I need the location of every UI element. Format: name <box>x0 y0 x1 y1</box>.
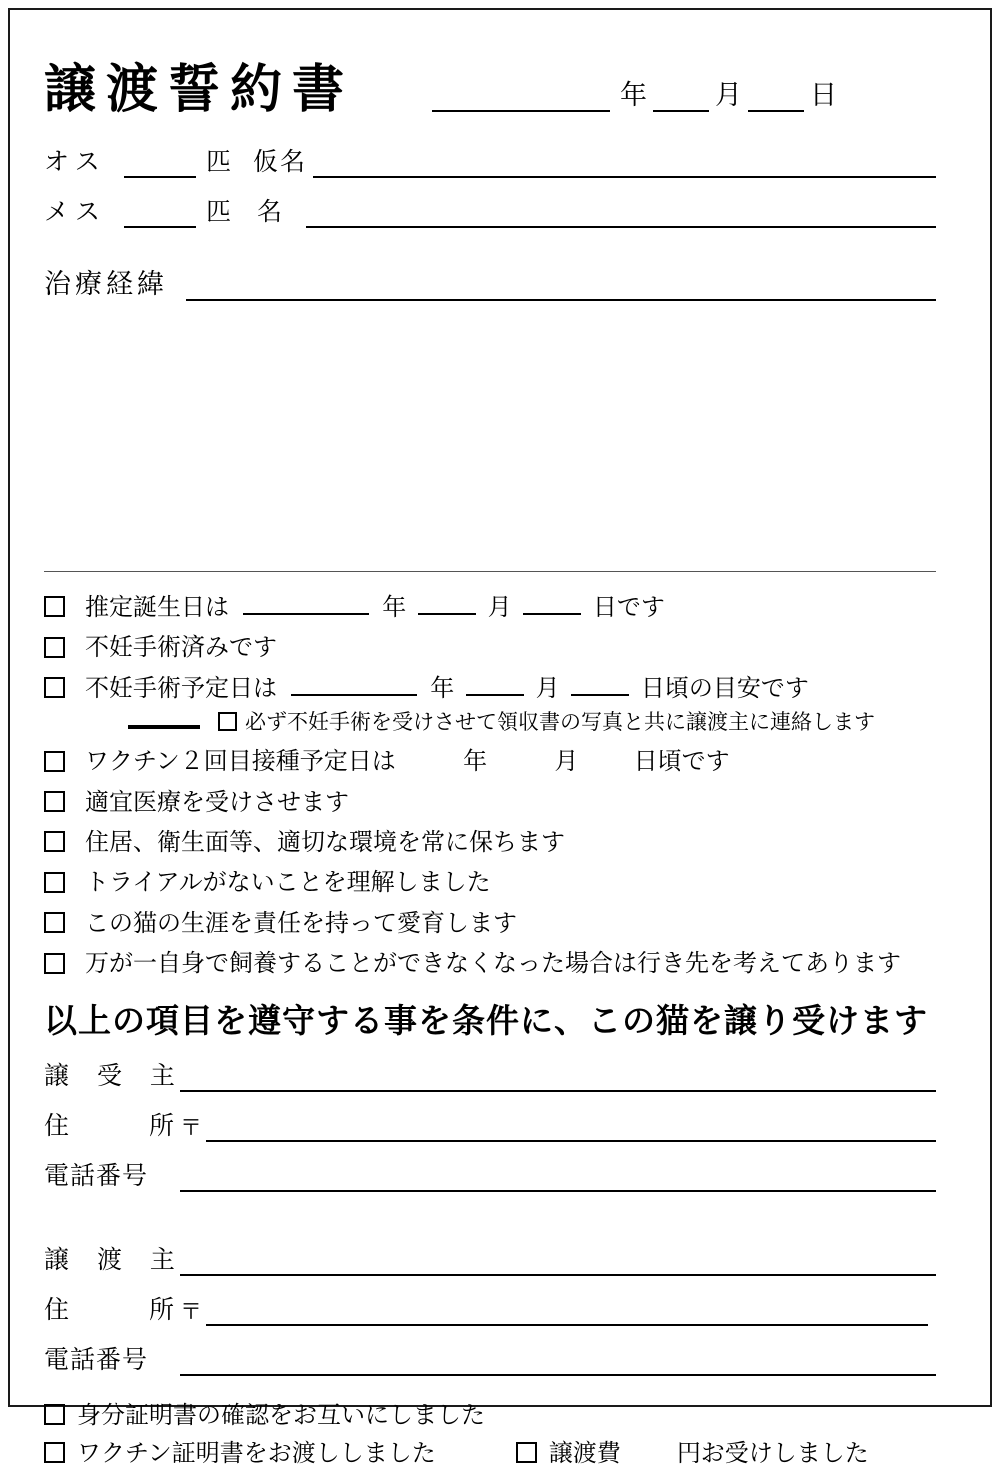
receiver-name-row <box>44 1056 936 1092</box>
female-count-input[interactable] <box>124 206 196 228</box>
estimated-birthday-text: 推定誕生日は <box>85 593 229 621</box>
checklist-item-spay-scheduled[interactable] <box>44 675 936 701</box>
estimated-birthday-year-input[interactable] <box>243 594 369 615</box>
checklist-item-lifetime-responsibility[interactable] <box>44 910 936 936</box>
treatment-history-label: 治療経緯 <box>44 269 168 300</box>
footer-item-label: ワクチン証明書をお渡ししました <box>77 1439 436 1467</box>
date-header <box>432 73 839 116</box>
estimated-birthday-day-unit: 日です <box>592 593 665 621</box>
checklist-item-hygiene-environment[interactable] <box>44 829 936 855</box>
vaccine-second-day-unit: 日頃です <box>633 747 730 776</box>
checklist-item-proper-medical-care[interactable] <box>44 789 936 815</box>
giver-name-input[interactable] <box>180 1254 936 1276</box>
checkbox-spay-receipt-promise[interactable] <box>218 712 237 731</box>
treatment-history-writing-area[interactable] <box>44 301 936 571</box>
giver-name-row <box>44 1240 936 1276</box>
checkbox-lifetime-responsibility[interactable] <box>44 912 65 933</box>
checkbox-id-confirmed[interactable] <box>44 1404 65 1425</box>
checkbox-proper-medical-care[interactable] <box>44 791 65 812</box>
receiver-phone-row <box>44 1156 936 1192</box>
day-unit-label: 日 <box>810 80 838 111</box>
giver-phone-input[interactable] <box>180 1354 936 1376</box>
treatment-history-row <box>44 262 936 301</box>
footer-checklist <box>44 1402 936 1467</box>
giver-address-input[interactable] <box>206 1304 928 1326</box>
giver-address-row <box>44 1290 936 1326</box>
receiver-phone-input[interactable] <box>180 1170 936 1192</box>
spay-scheduled-text: 不妊手術予定日は <box>85 673 277 702</box>
spay-scheduled-year-unit: 年 <box>430 673 455 702</box>
female-count-unit: 匹 <box>206 197 232 226</box>
agreement-statement: 以上の項目を遵守する事を条件に、この猫を譲り受けます <box>44 1000 928 1040</box>
receiver-name-input[interactable] <box>180 1070 936 1092</box>
giver-name-label: 譲 渡 主 <box>44 1244 185 1274</box>
page-title: 譲渡誓約書 <box>44 59 355 120</box>
male-count-row <box>44 142 936 178</box>
giver-phone-label: 電話番号 <box>44 1344 149 1374</box>
transfer-fee-label: 譲渡費 <box>548 1439 621 1467</box>
receiver-address-row <box>44 1106 936 1142</box>
male-label: オス <box>44 147 106 176</box>
year-unit-label: 年 <box>620 80 648 111</box>
name-input[interactable] <box>306 206 936 228</box>
checklist-item-spayed-done[interactable] <box>44 634 936 660</box>
transfer-fee-suffix-label: 円お受けしました <box>676 1439 869 1467</box>
checkbox-vaccine-cert-handed[interactable] <box>44 1442 65 1463</box>
checklist-item-label <box>85 594 665 620</box>
year-input[interactable] <box>432 88 610 112</box>
footer-item-id-confirmed[interactable] <box>44 1402 936 1428</box>
month-unit-label: 月 <box>715 80 743 111</box>
male-count-unit: 匹 <box>206 147 232 176</box>
section-divider <box>44 571 936 572</box>
checklist-item-no-trial-understood[interactable] <box>44 869 936 895</box>
document-content <box>44 30 936 1478</box>
checklist-item-estimated-birthday[interactable] <box>44 594 936 620</box>
postal-mark-icon: 〒 <box>180 1299 203 1325</box>
checkbox-hygiene-environment[interactable] <box>44 831 65 852</box>
month-input[interactable] <box>653 88 709 112</box>
receiver-address-input[interactable] <box>206 1120 936 1142</box>
estimated-birthday-month-input[interactable] <box>418 594 476 615</box>
checklist-item-spay-receipt-promise[interactable] <box>128 711 936 734</box>
checkbox-transfer-fee[interactable] <box>516 1442 537 1463</box>
treatment-history-input[interactable] <box>186 277 936 301</box>
giver-phone-row <box>44 1340 936 1376</box>
estimated-birthday-year-unit: 年 <box>382 593 407 621</box>
vaccine-second-text: ワクチン２回目接種予定日は <box>85 747 396 776</box>
receiver-name-label: 譲 受 主 <box>44 1060 185 1090</box>
checklist-item-label <box>85 675 809 701</box>
giver-block <box>44 1240 936 1376</box>
checklist <box>44 594 936 977</box>
checklist-item-label: 住居、衛生面等、適切な環境を常に保ちます <box>85 828 565 857</box>
spay-scheduled-day-unit: 日頃の目安です <box>640 673 809 702</box>
checkbox-spayed-done[interactable] <box>44 637 65 658</box>
checklist-item-label: トライアルがないことを理解しました <box>85 868 491 897</box>
checklist-item-label: 適宜医療を受けさせます <box>85 787 349 816</box>
vaccine-second-year-unit: 年 <box>463 747 488 776</box>
title-row <box>44 30 936 120</box>
checklist-item-vaccine-second[interactable] <box>44 748 936 774</box>
day-input[interactable] <box>748 88 804 112</box>
female-label: メス <box>44 197 107 226</box>
vaccine-second-month-unit: 月 <box>554 747 579 776</box>
checkbox-no-trial-understood[interactable] <box>44 872 65 893</box>
female-count-row <box>44 192 936 228</box>
temp-name-label: 仮名 <box>253 147 308 176</box>
estimated-birthday-month-unit: 月 <box>487 593 512 621</box>
receiver-phone-label: 電話番号 <box>44 1160 149 1190</box>
checkbox-vaccine-second[interactable] <box>44 751 65 772</box>
male-count-input[interactable] <box>124 156 196 178</box>
giver-address-label: 住 所 <box>44 1294 185 1324</box>
footer-item-vaccine-cert[interactable] <box>44 1440 936 1466</box>
postal-mark-icon: 〒 <box>180 1115 203 1141</box>
checklist-item-backup-plan[interactable] <box>44 950 936 976</box>
checklist-item-label: 万が一自身で飼養することができなくなった場合は行き先を考えてあります <box>85 949 901 978</box>
name-label: 名 <box>257 197 301 226</box>
checklist-item-label <box>85 748 730 774</box>
spay-scheduled-month-input[interactable] <box>466 675 524 696</box>
spay-scheduled-year-input[interactable] <box>291 675 417 696</box>
checkbox-backup-plan[interactable] <box>44 953 65 974</box>
receiver-block <box>44 1056 936 1192</box>
checkbox-spay-scheduled[interactable] <box>44 677 65 698</box>
spay-scheduled-day-input[interactable] <box>571 675 629 696</box>
footer-item-label: 身分証明書の確認をお互いにしました <box>77 1400 485 1429</box>
estimated-birthday-day-input[interactable] <box>523 594 581 615</box>
receiver-address-label: 住 所 <box>44 1110 185 1140</box>
spay-scheduled-month-unit: 月 <box>535 673 560 702</box>
checklist-item-label: 不妊手術済みです <box>85 633 277 662</box>
checklist-item-label: 必ず不妊手術を受けさせて領収書の写真と共に譲渡主に連絡します <box>245 710 875 735</box>
checkbox-estimated-birthday[interactable] <box>44 596 65 617</box>
block-spacer <box>44 1192 936 1226</box>
temp-name-input[interactable] <box>313 156 936 178</box>
checklist-item-label: この猫の生涯を責任を持って愛育します <box>85 908 517 937</box>
bullet-dash <box>128 715 200 729</box>
